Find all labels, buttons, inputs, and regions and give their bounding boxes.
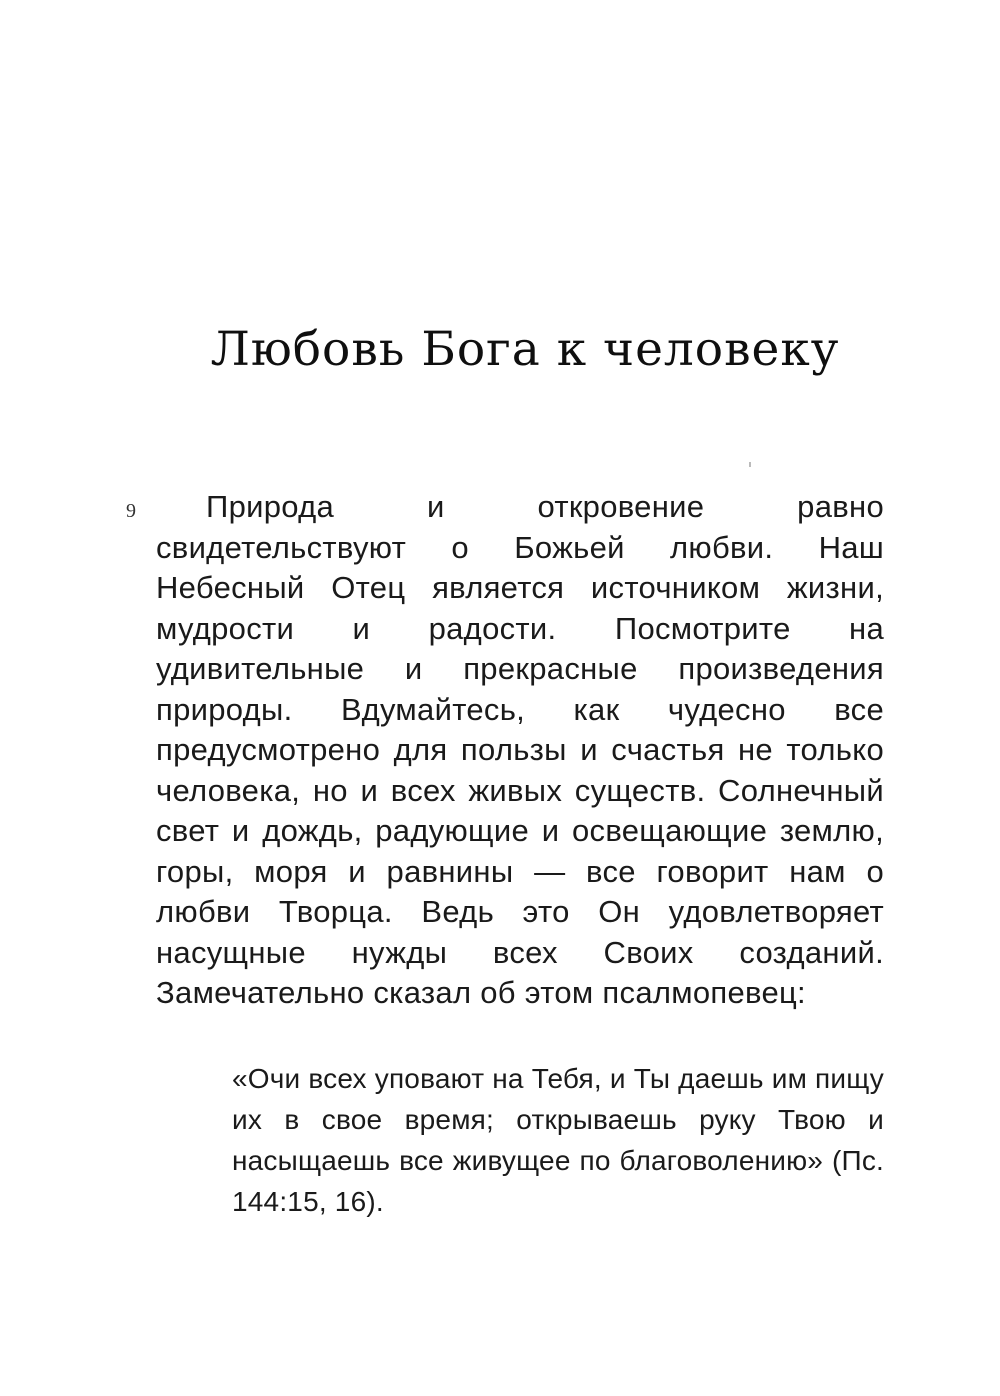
paragraph-number: 9 [126,500,136,522]
scripture-quote: «Очи всех уповают на Тебя, и Ты даешь им пищу их в свое время; открываешь руку Твою и насыщаешь все живущее по благоволению» (Пс. 144:15, 16). [232,1063,884,1217]
scan-speck [749,462,751,467]
body-paragraph: Природа и откровение равно свидетельствуют о Божьей любви. Наш Небесный Отец является источником жизни, мудрости и радости. Посмотрите на удивительные и прекрасные произведения природы. Вдумайтесь, как чудесно все предусмотрено для пользы и счастья не только человека, но и всех живых существ. Солнечный свет и дождь, радующие и освещающие землю, горы, моря и равнины — все говорит нам о любви Творца. Ведь это Он удовлетворяет насущные нужды всех Своих созданий. Замечательно сказал об этом псалмопевец: [156,489,884,1010]
chapter-title: Любовь Бога к человеку [210,322,840,377]
